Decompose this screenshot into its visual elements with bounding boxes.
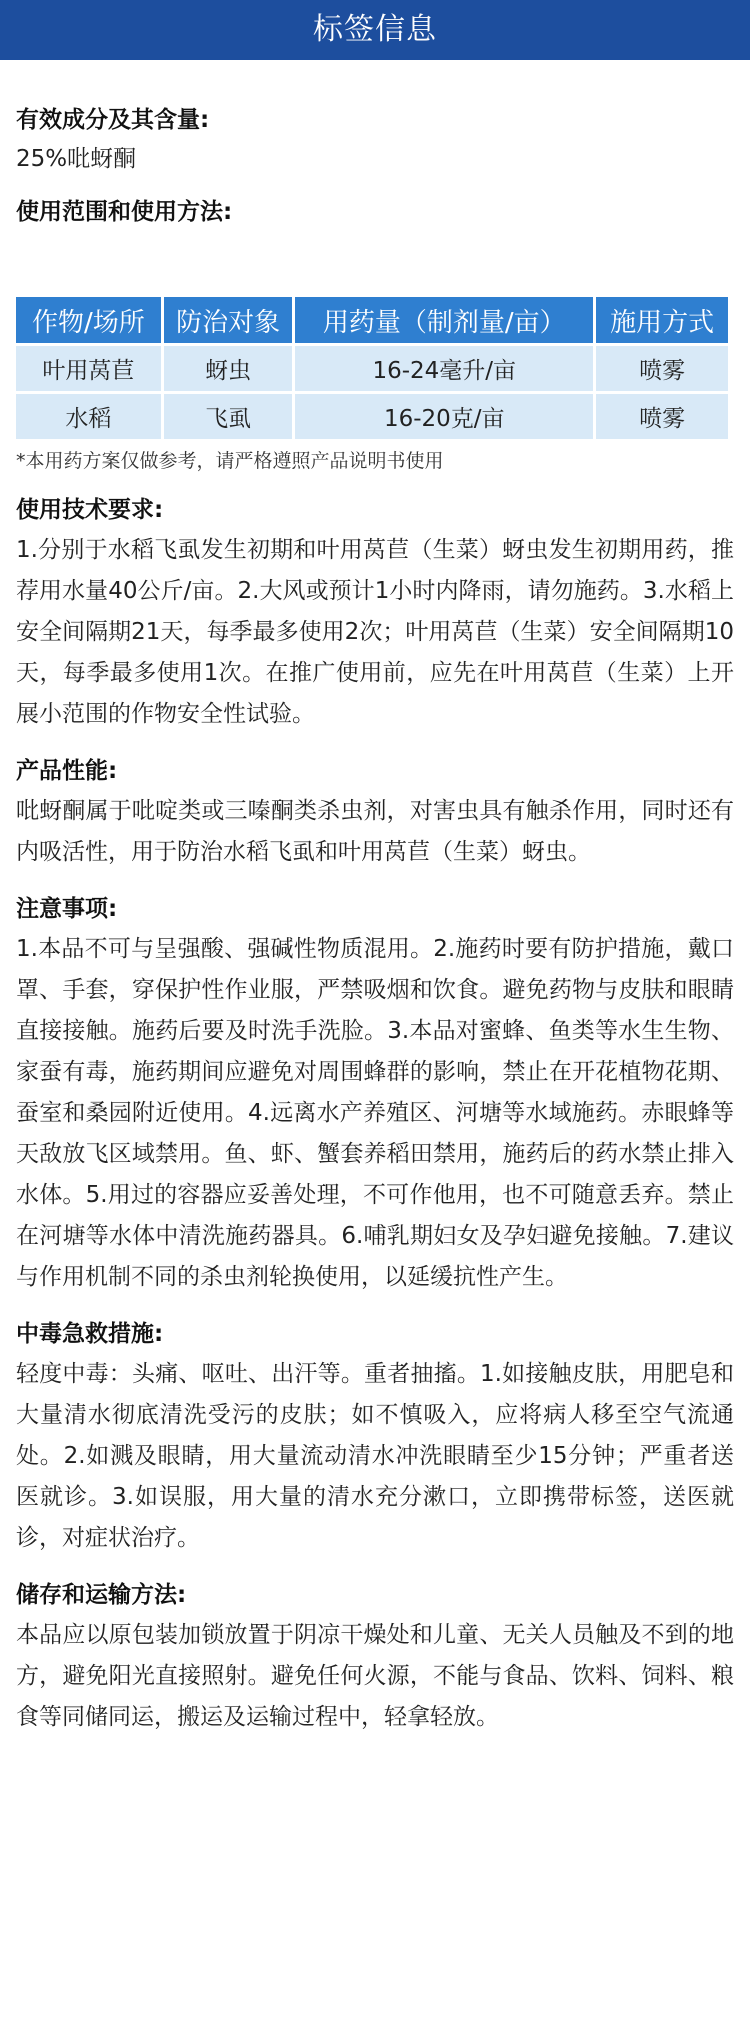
cell-crop: 水稻: [16, 394, 161, 439]
storage-text: 本品应以原包装加锁放置于阴凉干燥处和儿童、无关人员触及不到的地方，避免阳光直接照射。避免任何火源，不能与食品、饮料、饲料、粮食等同储同运，搬运及运输过程中，轻拿轻放。: [16, 1622, 734, 1730]
cell-crop: 叶用莴苣: [16, 346, 161, 391]
firstaid-text: 轻度中毒：头痛、呕吐、出汗等。重者抽搐。1.如接触皮肤，用肥皂和大量清水彻底清洗受污的皮肤；如不慎吸入，应将病人移至空气流通处。2.如溅及眼睛，用大量流动清水冲洗眼睛至少15分钟；严重者送医就诊。3.如误服，用大量的清水充分漱口，立即携带标签，送医就诊，对症状治疗。: [16, 1361, 734, 1551]
column-header-dosage: 用药量（制剂量/亩）: [295, 297, 593, 343]
label-content: [0, 60, 750, 1738]
table-row: [16, 394, 728, 439]
precautions-text: 1.本品不可与呈强酸、强碱性物质混用。2.施药时要有防护措施，戴口罩、手套，穿保护性作业服，严禁吸烟和饮食。避免药物与皮肤和眼睛直接接触。施药后要及时洗手洗脸。3.本品对蜜蜂、鱼类等水生生物、家蚕有毒，施药期间应避免对周围蜂群的影响，禁止在开花植物花期、蚕室和桑园附近使用。4.远离水产养殖区、河塘等水域施药。赤眼蜂等天敌放飞区域禁用。鱼、虾、蟹套养稻田禁用，施药后的药水禁止排入水体。5.用过的容器应妥善处理，不可作他用，也不可随意丢弃。禁止在河塘等水体中清洗施药器具。6.哺乳期妇女及孕妇避免接触。7.建议与作用机制不同的杀虫剂轮换使用，以延缓抗性产生。: [16, 936, 734, 1290]
storage-title: 储存和运输方法:: [16, 1582, 187, 1608]
performance-title: 产品性能:: [16, 758, 118, 784]
cell-target: 蚜虫: [164, 346, 292, 391]
dosage-table: [13, 294, 731, 442]
page-header: [0, 0, 750, 60]
tech-text: 1.分别于水稻飞虱发生初期和叶用莴苣（生菜）蚜虫发生初期用药，推荐用水量40公斤/亩。2.大风或预计1小时内降雨，请勿施药。3.水稻上安全间隔期21天，每季最多使用2次；叶用莴苣（生菜）安全间隔期10天，每季最多使用1次。在推广使用前，应先在叶用莴苣（生菜）上开展小范围的作物安全性试验。: [16, 537, 734, 727]
cell-method: 喷雾: [596, 394, 728, 439]
table-header-row: [16, 297, 728, 343]
cell-method: 喷雾: [596, 346, 728, 391]
column-header-crop: 作物/场所: [16, 297, 161, 343]
spacer: [16, 60, 734, 102]
firstaid-title: 中毒急救措施:: [16, 1321, 164, 1347]
column-header-method: 施用方式: [596, 297, 728, 343]
performance-text: 吡蚜酮属于吡啶类或三嗪酮类杀虫剂，对害虫具有触杀作用，同时还有内吸活性，用于防治水稻飞虱和叶用莴苣（生菜）蚜虫。: [16, 798, 734, 865]
usage-note: *本用药方案仅做参考，请严格遵照产品说明书使用: [16, 450, 444, 472]
cell-dosage: 16-20克/亩: [295, 394, 593, 439]
cell-target: 飞虱: [164, 394, 292, 439]
page-title: 标签信息: [313, 12, 437, 47]
cell-dosage: 16-24毫升/亩: [295, 346, 593, 391]
ingredient-value: 25%吡蚜酮: [16, 146, 137, 172]
ingredient-title: 有效成分及其含量:: [16, 107, 210, 133]
precautions-title: 注意事项:: [16, 896, 118, 922]
table-row: [16, 346, 728, 391]
spacer: [16, 230, 734, 294]
tech-title: 使用技术要求:: [16, 497, 164, 523]
usage-title: 使用范围和使用方法:: [16, 199, 233, 225]
column-header-target: 防治对象: [164, 297, 292, 343]
